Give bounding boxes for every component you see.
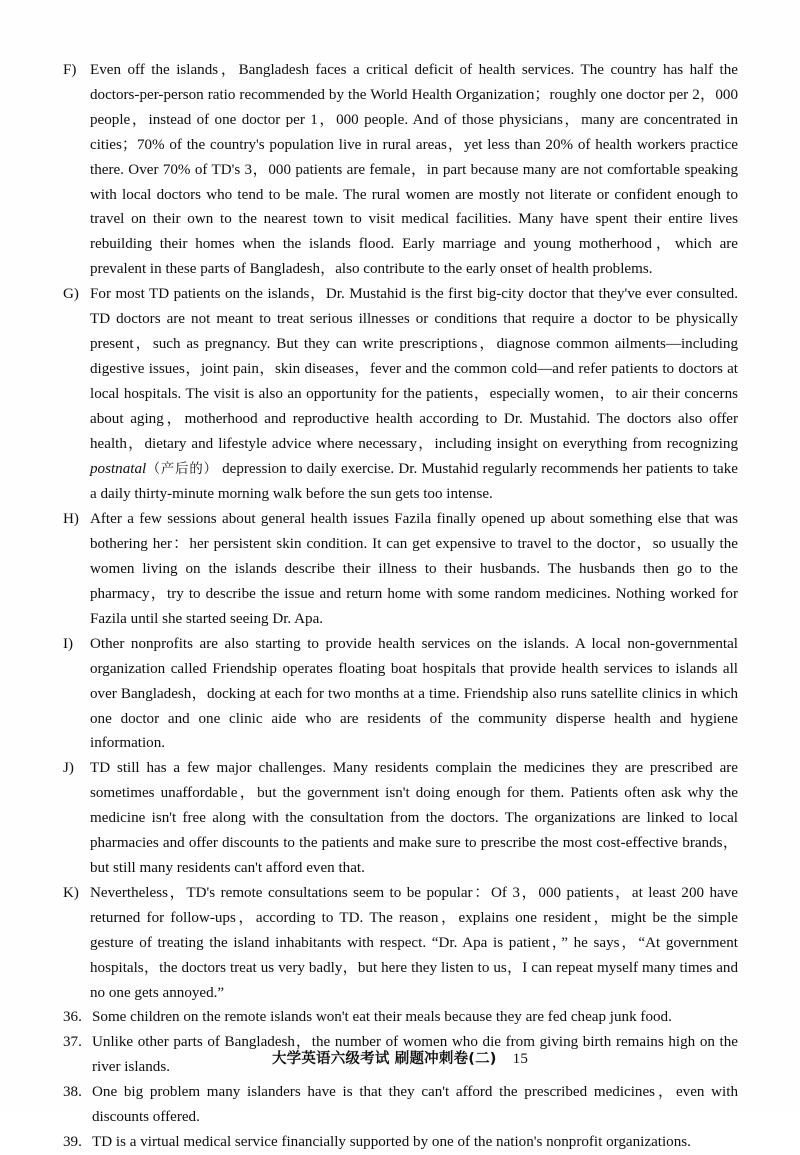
question-number: 37. (63, 1034, 82, 1051)
paragraph-block (63, 756, 738, 881)
paragraph-label: I) (63, 635, 74, 652)
question-text: One big problem many islanders have is that they can't afford the prescribed medicines，even with discounts offered. (92, 1084, 738, 1126)
question-item (63, 1005, 738, 1030)
paragraph-text: After a few sessions about general health issues Fazila finally opened up about something else that was bothering her：her persistent skin condition. It can get expensive to travel to the doctor，so usually the women living on the islands describe their illness to their husbands. The husbands then go to the pharmacy，try to describe the issue and return home with some random medicines. Nothing worked for Fazila until she started seeing Dr. Apa. (90, 511, 738, 627)
page-content (63, 58, 738, 1155)
paragraph-label: G) (63, 286, 79, 303)
question-text: Some children on the remote islands won't eat their meals because they are fed cheap junk food. (92, 1009, 672, 1026)
question-item (63, 1080, 738, 1130)
glossed-term: postnatal (90, 460, 147, 477)
question-text: TD is a virtual medical service financially supported by one of the nation's nonprofit organizations. (92, 1133, 691, 1150)
paragraph-block (63, 632, 738, 757)
question-item (63, 1130, 738, 1155)
chinese-gloss: （产后的） (146, 461, 218, 477)
paragraph-block (63, 507, 738, 632)
paragraph-label: J) (63, 760, 74, 777)
paragraph-block (63, 58, 738, 282)
paragraph-text: Nevertheless，TD's remote consultations seem to be popular：Of 3，000 patients，at least 200 have returned for follow-ups，according to TD. The reason，explains one resident，might be the simple gesture of treating the island inhabitants with respect. “Dr. Apa is patient，” he says，“At government hospitals，the doctors treat us very badly，but here they listen to us，I can repeat myself many times and no one gets annoyed.” (90, 884, 738, 1001)
paragraph-text (90, 282, 738, 507)
paragraph-block (63, 282, 738, 507)
footer-exam-title: 大学英语六级考试 刷题冲刺卷(二) (271, 1051, 497, 1067)
paragraph-text: TD still has a few major challenges. Many residents complain the medicines they are prescribed are sometimes unaffordable，but the government isn't doing enough for them. Patients often ask why the medicine isn't free along with the consultation from the doctors. The organizations are linked to local pharmacies and offer discounts to the patients and make sure to prescribe the most cost-effective brands，but still many residents can't afford even that. (90, 760, 738, 876)
paragraph-text: Other nonprofits are also starting to provide health services on the islands. A local non-governmental organization called Friendship operates floating boat hospitals that provide health services to islands all over Bangladesh，docking at each for two months at a time. Friendship also runs satellite clinics in which one doctor and one clinic aide who are residents of the community disperse health and hygiene information. (90, 635, 738, 752)
paragraph-label: F) (63, 62, 77, 78)
question-number: 36. (63, 1009, 82, 1026)
question-text: Unlike other parts of Bangladesh，the number of women who die from giving birth remains high on the river islands. (92, 1034, 738, 1076)
paragraph-text-part-2: depression to daily exercise. Dr. Mustahid regularly recommends her patients to take a daily thirty-minute morning walk before the sun gets too intense. (90, 460, 738, 503)
page-footer (0, 1047, 800, 1068)
paragraph-text-part-1: For most TD patients on the islands，Dr. Mustahid is the first big-city doctor that they've ever consulted. TD doctors are not meant to treat serious illnesses or conditions that require a doctor to be physically present，such as pregnancy. But they can write prescriptions，diagnose common ailments—including digestive issues，joint pain，skin diseases，fever and the common cold—and refer patients to doctors at local hospitals. The visit is also an opportunity for the patients，especially women，to air their concerns about aging，motherhood and reproductive health according to Dr. Mustahid. The doctors also offer health，dietary and lifestyle advice where necessary，including insight on everything from recognizing (90, 286, 738, 452)
paragraph-text: Even off the islands，Bangladesh faces a critical deficit of health services. The country has half the doctors-per-person ratio recommended by the World Health Organization；roughly one doctor per 2，000 people，instead of one doctor per 1，000 people. And of those physicians，many are concentrated in cities；70% of the country's population live in rural areas，yet less than 20% of health workers practice there. Over 70% of TD's 3，000 patients are female，in part because many are not comfortable speaking with local doctors who tend to be male. The rural women are mostly not literate or confident enough to travel on their own to the nearest town to visit medical facilities. Many have spent their entire lives rebuilding their homes when the islands flood. Early marriage and young motherhood，which are prevalent in these parts of Bangladesh，also contribute to the early onset of health problems. (90, 62, 738, 278)
paragraph-block (63, 881, 738, 1006)
footer-page-number: 15 (512, 1051, 529, 1067)
question-number: 39. (63, 1133, 82, 1150)
paragraph-label: K) (63, 884, 79, 901)
paragraph-label: H) (63, 511, 79, 528)
question-number: 38. (63, 1084, 82, 1101)
